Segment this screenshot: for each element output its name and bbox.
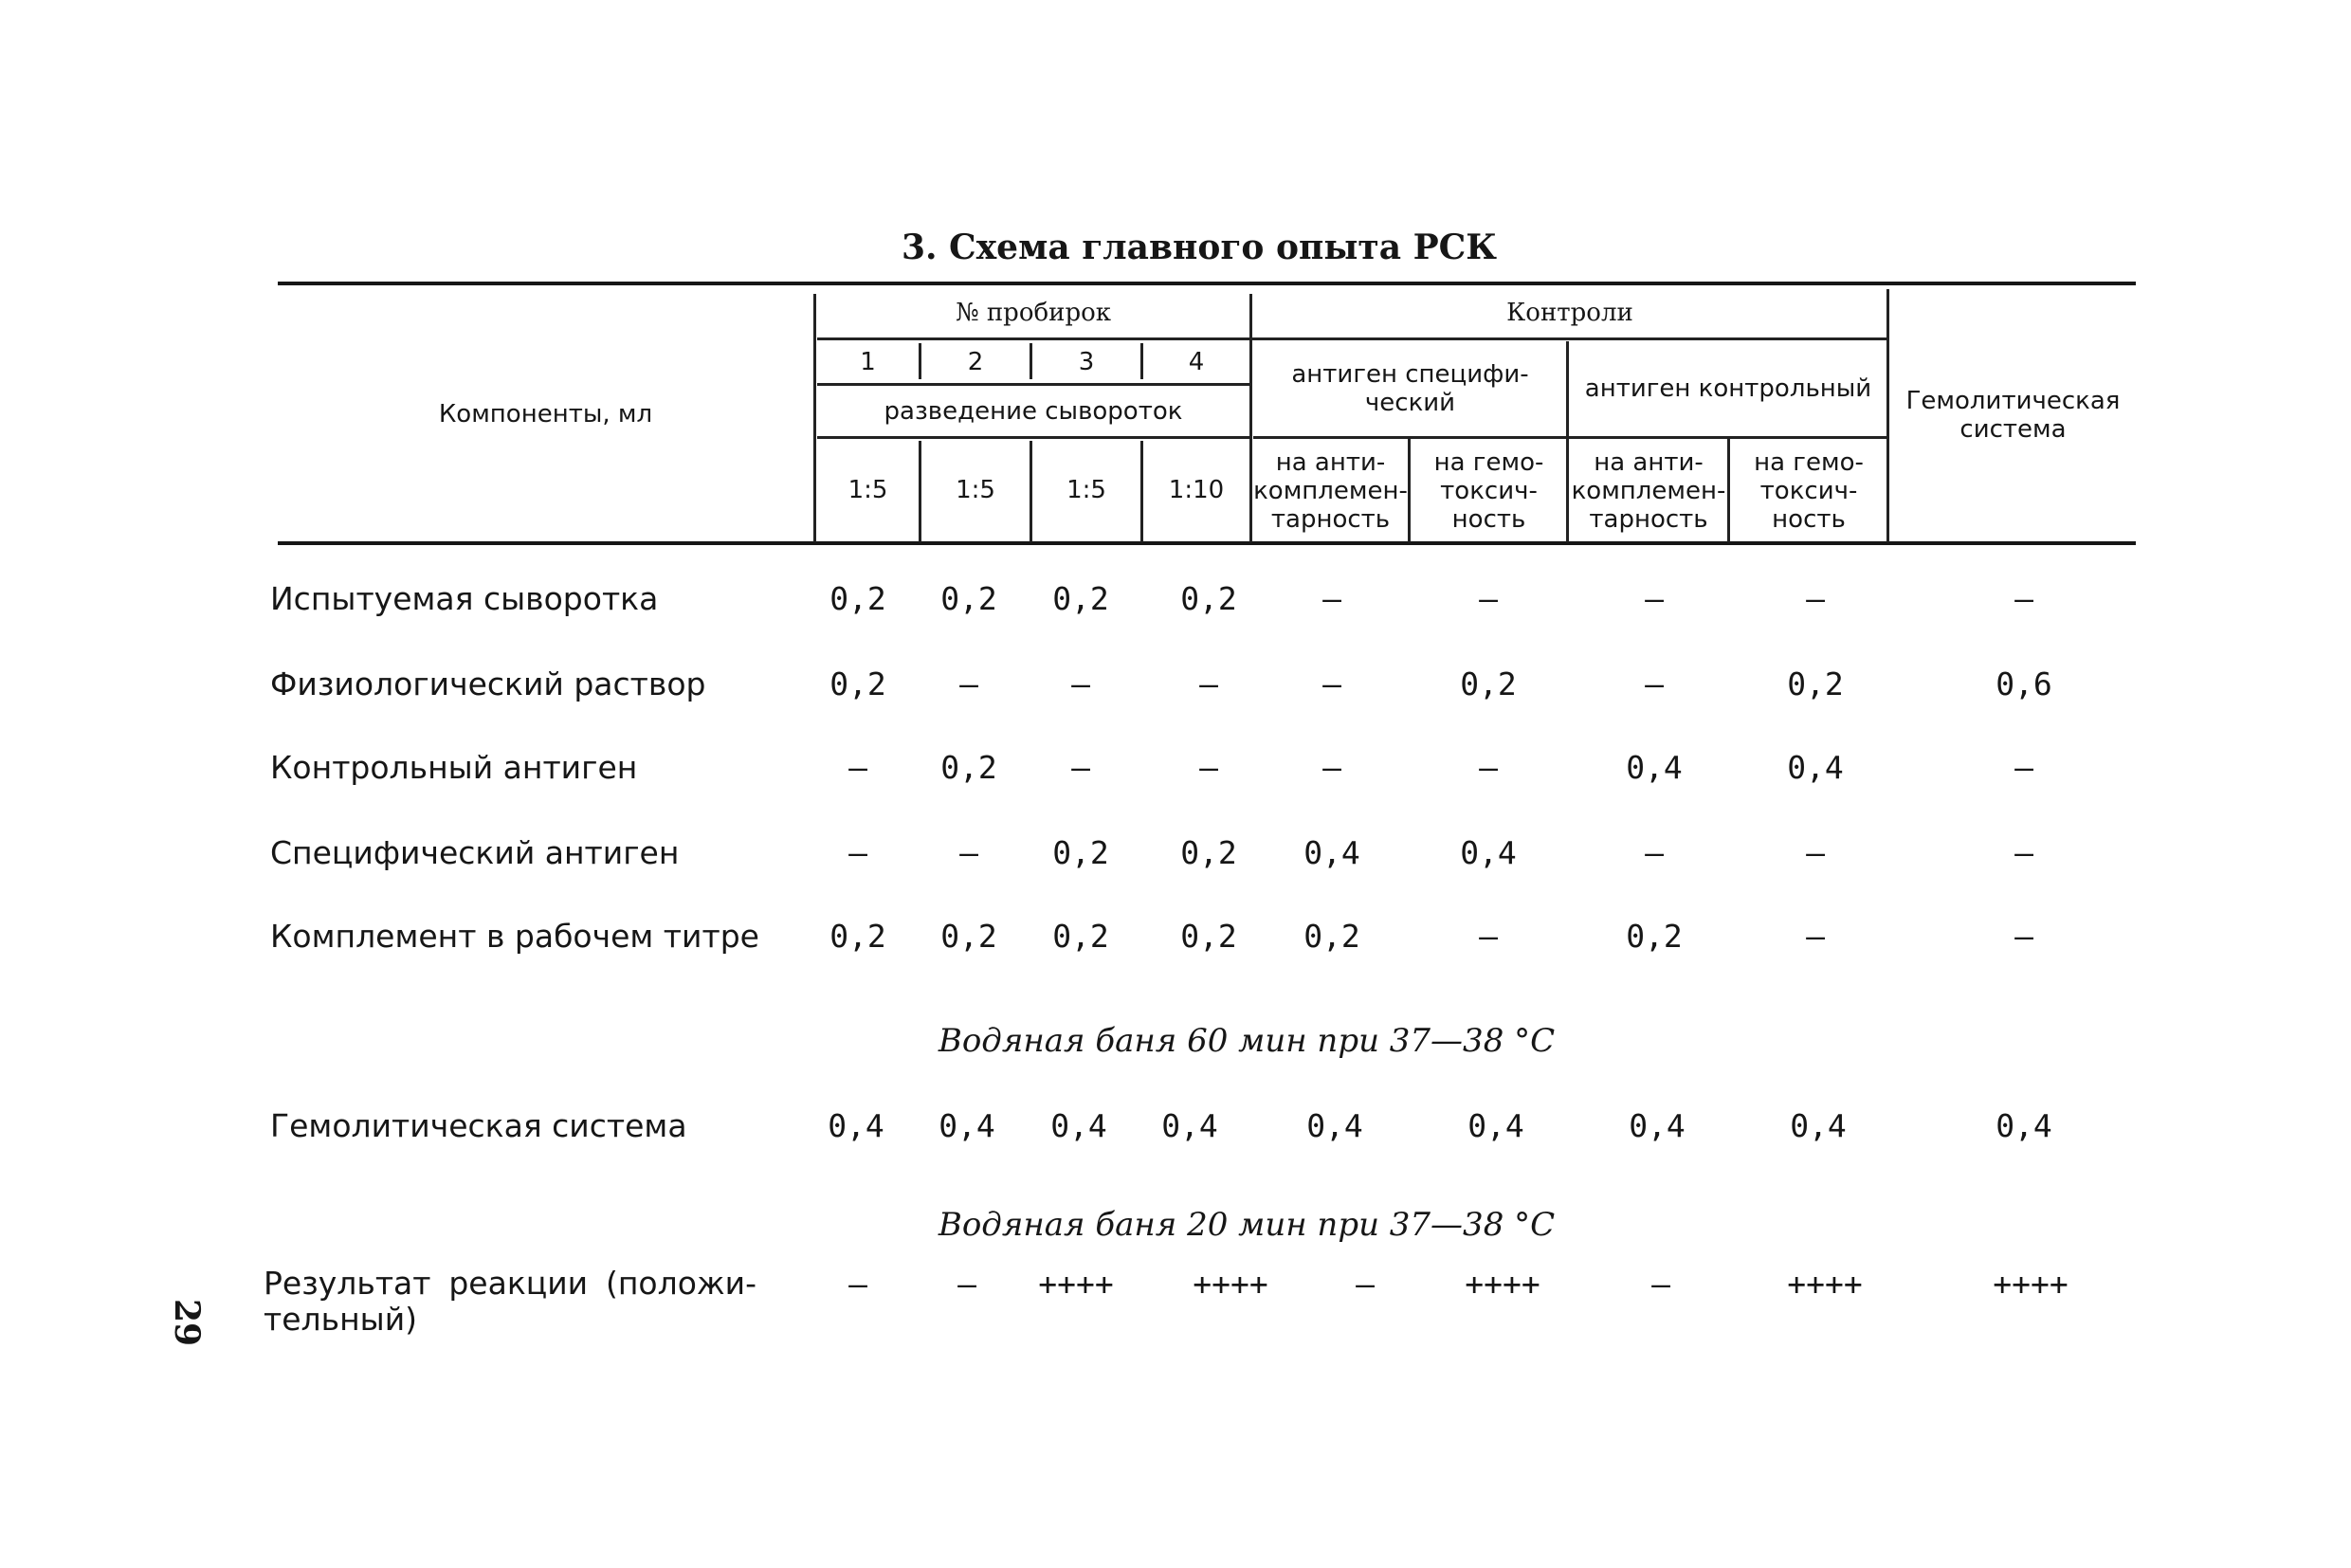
table-top-rule [278, 282, 2136, 285]
table-cell: — [1071, 665, 1090, 702]
table-cell: — [2014, 749, 2033, 786]
divider [1249, 294, 1252, 542]
table-cell: 0,2 [1180, 580, 1237, 617]
table-cell: — [1645, 580, 1664, 617]
table-cell: — [959, 834, 978, 871]
result-label-line2: тельный) [264, 1301, 418, 1338]
table-cell: — [1322, 665, 1341, 702]
tube-number: 1 [860, 348, 876, 376]
table-cell: 0,2 [1180, 834, 1237, 871]
table-cell: 0,6 [1996, 665, 2052, 702]
table-cell: 0,2 [1303, 918, 1360, 955]
result-cell: ++++ [1193, 1266, 1268, 1303]
controls-header: Контроли [1506, 299, 1633, 327]
row-label: Контрольный антиген [270, 749, 638, 786]
components-header: Компоненты, мл [438, 400, 653, 428]
dilution-header: разведение сывороток [884, 396, 1183, 426]
table-cell: 0,2 [1052, 834, 1109, 871]
table-cell: 0,2 [1052, 580, 1109, 617]
result-label-part: Результат [264, 1265, 431, 1302]
table-cell: 0,2 [940, 580, 997, 617]
table-cell: — [1645, 665, 1664, 702]
table-cell: — [2014, 918, 2033, 955]
divider [1727, 438, 1730, 542]
divider [813, 294, 816, 542]
table-cell: 0,4 [1467, 1107, 1524, 1144]
divider [1408, 438, 1411, 542]
table-cell: — [1645, 834, 1664, 871]
table-cell: — [1806, 918, 1825, 955]
result-label-part: (положи- [605, 1265, 756, 1302]
divider [1253, 436, 1886, 439]
table-cell: 0,4 [1460, 834, 1517, 871]
result-cell: ++++ [1038, 1266, 1114, 1303]
table-cell: — [2014, 580, 2033, 617]
table-cell: — [1806, 834, 1825, 871]
result-label [264, 1266, 756, 1338]
table-cell: — [1199, 749, 1218, 786]
antigen-specific-header: антиген специфи- ческий [1291, 360, 1529, 417]
divider [817, 337, 1886, 340]
table-cell: 0,4 [1050, 1107, 1107, 1144]
incubation-note-20: Водяная баня 20 мин при 37—38 °С [938, 1206, 1556, 1244]
tubes-header: № пробирок [955, 299, 1112, 327]
table-cell: 0,4 [1996, 1107, 2052, 1144]
result-cell: ++++ [1787, 1266, 1863, 1303]
tube-number: 2 [967, 348, 984, 376]
table-cell: 0,4 [1306, 1107, 1363, 1144]
dilution-value: 1:10 [1168, 476, 1225, 504]
result-cell: ++++ [1465, 1266, 1540, 1303]
table-cell: — [2014, 834, 2033, 871]
row-label: Комплемент в рабочем титре [270, 918, 759, 955]
table-cell: 0,4 [1626, 749, 1683, 786]
table-cell: — [1479, 580, 1498, 617]
table-cell: 0,2 [1626, 918, 1683, 955]
table-cell: 0,4 [1790, 1107, 1847, 1144]
anti-complementary-header: на анти- комплемен- тарность [1253, 448, 1408, 534]
tube-number: 3 [1078, 348, 1095, 376]
result-cell: — [848, 1266, 867, 1303]
table-cell: 0,2 [829, 918, 886, 955]
table-cell: — [959, 665, 978, 702]
table-cell: 0,2 [940, 749, 997, 786]
row-label: Специфический антиген [270, 834, 680, 871]
hemotoxicity-header: на гемо- токсич- ность [1433, 448, 1544, 534]
table-title: 3. Схема главного опыта РСК [901, 228, 1498, 267]
table-cell: 0,4 [1303, 834, 1360, 871]
table-cell: 0,2 [1180, 918, 1237, 955]
row-label: Гемолитическая система [270, 1107, 687, 1144]
table-cell: — [848, 749, 867, 786]
page-number: 29 [167, 1299, 207, 1347]
row-label: Испытуемая сыворотка [270, 580, 659, 617]
table-cell: 0,2 [829, 580, 886, 617]
incubation-note-60: Водяная баня 60 мин при 37—38 °С [938, 1022, 1556, 1060]
anti-complementary-header: на анти- комплемен- тарность [1571, 448, 1726, 534]
result-cell: ++++ [1993, 1266, 2069, 1303]
result-cell: — [1651, 1266, 1670, 1303]
hemolytic-system-header: Гемолитическая система [1905, 387, 2121, 444]
table-cell: 0,4 [828, 1107, 884, 1144]
table-cell: 0,4 [1787, 749, 1844, 786]
result-cell: — [957, 1266, 976, 1303]
table-cell: — [1322, 749, 1341, 786]
tube-number: 4 [1188, 348, 1205, 376]
table-cell: 0,4 [1161, 1107, 1218, 1144]
table-cell: — [1322, 580, 1341, 617]
table-cell: 0,4 [1629, 1107, 1686, 1144]
result-label-part: реакции [448, 1265, 589, 1302]
table-cell: 0,2 [1052, 918, 1109, 955]
divider [1566, 341, 1569, 542]
table-cell: — [1479, 749, 1498, 786]
table-cell: 0,4 [939, 1107, 995, 1144]
result-cell: — [1356, 1266, 1375, 1303]
table-cell: 0,2 [1787, 665, 1844, 702]
hemotoxicity-header: на гемо- токсич- ность [1754, 448, 1864, 534]
table-cell: — [848, 834, 867, 871]
table-cell: 0,2 [829, 665, 886, 702]
dilution-value: 1:5 [847, 476, 888, 504]
table-cell: — [1806, 580, 1825, 617]
table-cell: — [1199, 665, 1218, 702]
table-cell: — [1479, 918, 1498, 955]
antigen-control-header: антиген контрольный [1584, 374, 1872, 403]
table-cell: 0,2 [1460, 665, 1517, 702]
dilution-value: 1:5 [956, 476, 995, 504]
row-label: Физиологический раствор [270, 665, 706, 702]
divider [1886, 289, 1889, 542]
table-cell: — [1071, 749, 1090, 786]
table-cell: 0,2 [940, 918, 997, 955]
dilution-value: 1:5 [1066, 476, 1106, 504]
